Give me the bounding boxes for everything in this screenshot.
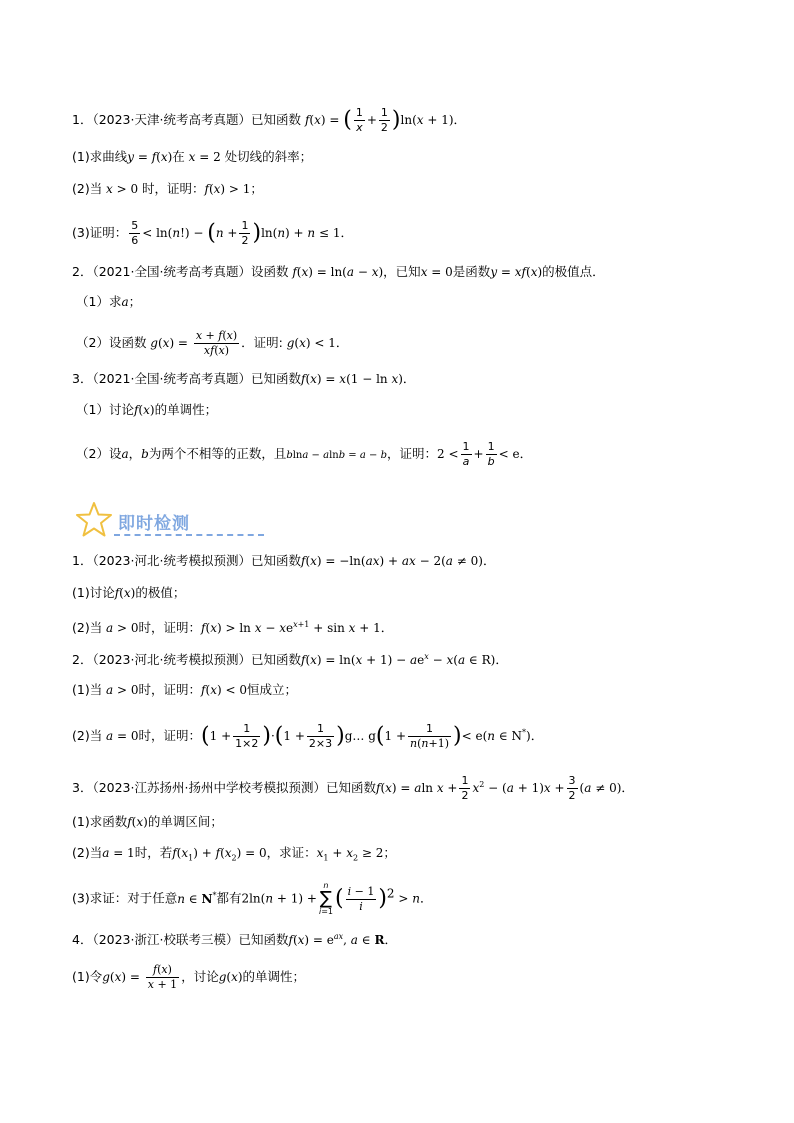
p2-q1-stem: 1．（2023·河北·统考模拟预测）已知函数f(x) = −ln(ax) + ax − 2(a ≠ 0)． (72, 553, 496, 568)
p1-q2-sub2: （2）设函数 g(x) = $\frac{x + f(x)}{xf(x)}$ ．证明: g(x) < 1． (76, 329, 349, 357)
p1-q3-sub2: （2）设a，b为两个不相等的正数，且blna − alnb = a − b，证明：2 < $\frac{1}{a}$ + $\frac{1}{b}$ < e． (76, 440, 533, 468)
p2-q4-sub1: (1)令g(x) = $\frac{f(x)}{x + 1}$ ，讨论g(x)的单调性； (72, 963, 306, 991)
p2-q1-sub2: (2)当 a > 0时，证明：$f(x) > \ln x - xe^{x+1} + \sin x + 1$． (72, 620, 394, 635)
p1-q1-sub1: (1)求曲线y = f(x)在 x = 2 处切线的斜率； (72, 149, 313, 164)
star-icon (74, 500, 114, 540)
p2-q2-sub1: (1)当 a > 0时，证明：f(x) < 0恒成立； (72, 682, 297, 697)
p1-q2-sub1: （1）求a； (76, 294, 142, 309)
section-underline (114, 534, 264, 536)
p2-q4-stem: 4．（2023·浙江·校联考三模）已知函数$f(x) = e^{ax}$, a ∈ R． (72, 932, 397, 947)
p1-q2-stem: 2．（2021·全国·统考高考真题）设函数 f(x) = ln(a − x)，已知x = 0是函数y = xf(x)的极值点． (72, 264, 605, 279)
p2-q2-sub2: (2)当 a = 0时，证明：(1 + $\frac{1}{1\times 2}$ )·(1 + $\frac{1}{2\times 3}$ )g… g(1 + $\frac{1}{n(n+1)}$ )< e(n ∈ N*)． (72, 722, 544, 750)
p2-q3-sub1: (1)求函数f(x)的单调区间； (72, 814, 223, 829)
p1-q3-sub1: （1）讨论f(x)的单调性； (76, 402, 218, 417)
section-header (74, 500, 724, 540)
p1-q1-sub3: (3)证明： $\frac{5}{6}$ < ln(n!) − (n + $\frac{1}{2}$ )ln(n) + n ≤ 1． (72, 219, 353, 247)
p2-q2-stem: 2．（2023·河北·统考模拟预测）已知函数$f(x) = \ln(x + 1) - ae^x - x(a$ ∈ R)． (72, 652, 508, 667)
p1-q1-stem: 1．（2023·天津·统考高考真题）已知函数 f(x) = ( $\frac{1}{x}$ + $\frac{1}{2}$ )ln(x + 1)． (72, 106, 467, 134)
p1-q1-sub2: (2)当 x > 0 时，证明：f(x) > 1； (72, 181, 263, 196)
p2-q3-sub3: (3)求证：对于任意n ∈ N*都有2ln(n + 1) +n ∑ i=1( $\frac{i - 1}{i}$ )$^2$ > n． (72, 881, 433, 916)
p2-q3-stem: 3．（2023·江苏扬州·扬州中学校考模拟预测）已知函数f(x) = aln x + $\frac{1}{2}$ $x^2 - (a + 1)x$ + $\frac{3}{2}$ (a ≠ 0)． (72, 774, 634, 802)
p2-q1-sub1: (1)讨论f(x)的极值； (72, 585, 186, 600)
p1-q3-stem: 3．（2021·全国·统考高考真题）已知函数f(x) = x(1 − ln x)． (72, 371, 416, 386)
p2-q3-sub2: (2)当a = 1时，若$f(x_1) + f(x_2) = 0$，求证：$x_1 + x_2 \ge 2$； (72, 845, 396, 863)
section-title: 即时检测 (118, 514, 190, 534)
